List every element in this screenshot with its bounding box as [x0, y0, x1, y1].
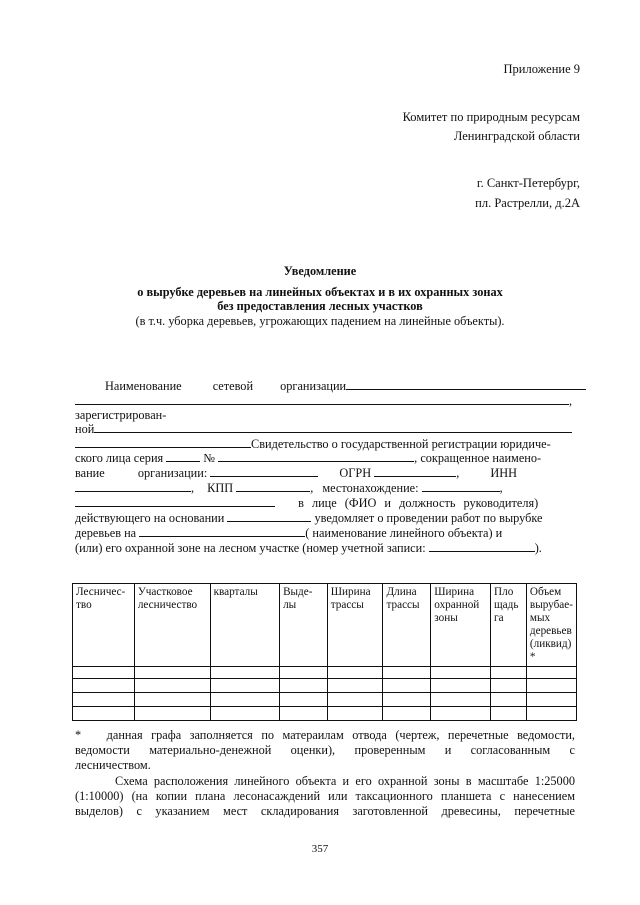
short-name-blank[interactable]	[210, 465, 318, 477]
form-line-series: ского лица серия № , сокращенное наимено-	[75, 451, 542, 465]
notice-subtitle-1: о вырубке деревьев на линейных объектах и в их охранных зонах	[137, 285, 503, 299]
notice-title: Уведомление	[283, 264, 357, 278]
table-row[interactable]	[73, 693, 577, 707]
ogrn-blank[interactable]	[374, 465, 456, 477]
org-name-blank[interactable]	[346, 378, 586, 390]
notice-subtitle-3: (в т.ч. уборка деревьев, угрожающих падением на линейные объекты).	[135, 314, 505, 328]
location-blank[interactable]	[422, 480, 500, 492]
form-line-face: в лице (ФИО и должность руководителя)	[75, 495, 575, 511]
org-name-cont-blank[interactable]	[75, 393, 569, 405]
header-cell: Пло щадь га	[491, 584, 527, 667]
form-line-trees: деревьев на ( наименование линейного объекта) и	[75, 526, 503, 540]
form-line-registered: зарегистрирован-	[75, 408, 167, 422]
header-cell: кварталы	[210, 584, 279, 667]
form-line-naming: вание организации: ОГРН , ИНН	[75, 466, 518, 480]
kpp-blank[interactable]	[236, 480, 310, 492]
header-cell: Выде-лы	[280, 584, 328, 667]
registration-blank[interactable]	[94, 421, 572, 433]
logging-table	[72, 583, 577, 721]
addressee-line-2: Ленинградской области	[453, 129, 580, 143]
address-city: г. Санкт-Петербург,	[476, 176, 580, 190]
header-cell: Объем вырубае-мых деревьев (ликвид) *	[526, 584, 576, 667]
header-cell: Участковое лесничество	[134, 584, 210, 667]
appendix-label: Приложение 9	[503, 62, 580, 76]
form-line-kpp: , КПП , местонахождение: ,	[75, 480, 575, 496]
table-row[interactable]	[73, 679, 577, 693]
table-row[interactable]	[73, 707, 577, 721]
scheme-line-2: (1:10000) (на копии плана лесонасаждений или таксационного планшета с нанесением	[75, 789, 575, 803]
registration-cont-blank[interactable]	[75, 436, 251, 448]
header-cell: Ширина трассы	[327, 584, 383, 667]
form-line-org-name: Наименование сетевой организации	[75, 378, 575, 394]
scheme-line-3: выделов) с указанием мест складирования заготовленной древесины, перечетные	[75, 804, 575, 818]
form-line-zone: (или) его охранной зоне на лесном участке (номер учетной записи: ).	[75, 541, 542, 555]
footnote-line-1: * данная графа заполняется по матераилам отвода (чертеж, перечетные ведомости,	[75, 728, 575, 742]
header-cell: Ширина охранной зоны	[431, 584, 491, 667]
table-header-row	[73, 584, 577, 667]
form-line-org-name-cont: ,	[75, 393, 575, 409]
basis-blank[interactable]	[227, 510, 311, 522]
form-line-certificate: Свидетельство о государственной регистрации юридиче-	[75, 436, 575, 452]
page-number: 357	[311, 843, 329, 855]
series-blank[interactable]	[166, 450, 200, 462]
notice-subtitle-2: без предоставления лесных участков	[217, 299, 423, 313]
form-line-acting: действующего на основании уведомляет о проведении работ по вырубке	[75, 511, 543, 525]
footnote-line-2: ведомости материально-денежной оценки), проверенным и согласованным с	[75, 743, 575, 757]
addressee-line-1: Комитет по природным ресурсам	[402, 110, 580, 124]
scheme-line-1: Схема расположения линейного объекта и его охранной зоны в масштабе 1:25000	[115, 774, 575, 788]
table-row[interactable]	[73, 667, 577, 679]
header-cell: Длина трассы	[383, 584, 431, 667]
address-street: пл. Растрелли, д.2А	[475, 196, 580, 210]
record-number-blank[interactable]	[429, 540, 535, 552]
linear-object-blank[interactable]	[139, 525, 305, 537]
header-cell: Лесничес-тво	[73, 584, 135, 667]
footnote-line-3: лесничеством.	[75, 758, 151, 772]
number-blank[interactable]	[218, 450, 414, 462]
inn-blank[interactable]	[75, 480, 191, 492]
location-cont-blank[interactable]	[75, 495, 275, 507]
form-line-registered-cont: ной	[75, 421, 575, 437]
